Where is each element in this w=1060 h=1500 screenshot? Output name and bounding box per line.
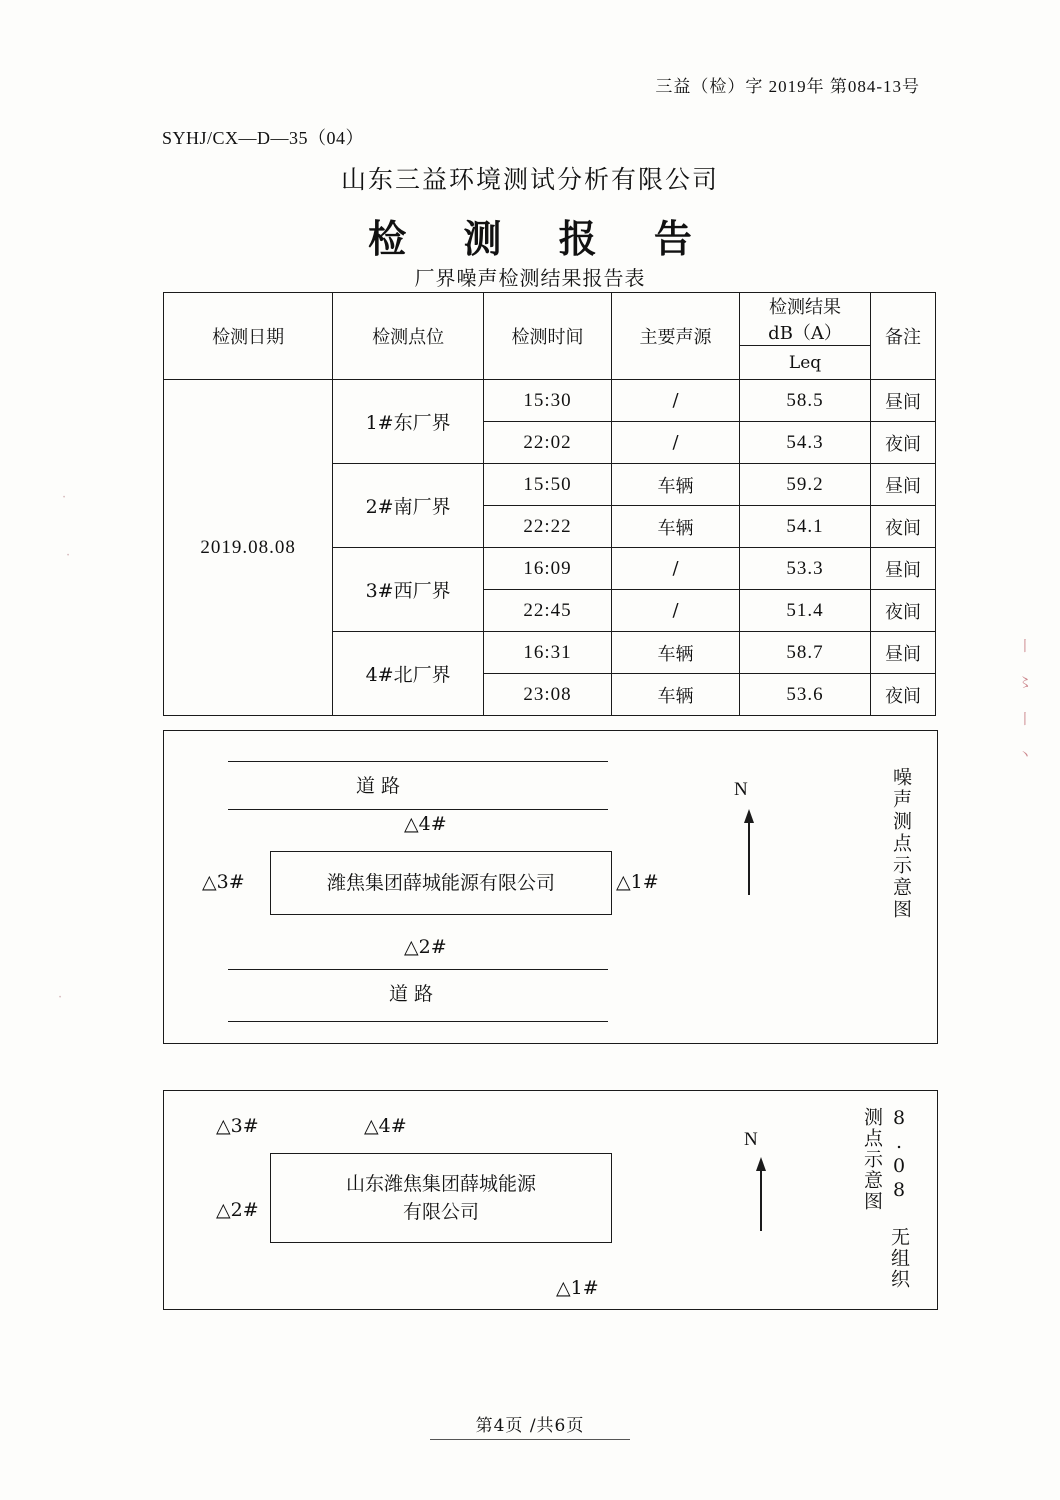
noise-result-table xyxy=(163,292,936,716)
column-header-time: 检测时间 xyxy=(484,293,612,380)
column-header-point: 检测点位 xyxy=(333,293,484,380)
point-3-label: △3# xyxy=(202,871,245,893)
cell-remark: 夜间 xyxy=(871,422,936,464)
company-name: 山东三益环境测试分析有限公司 xyxy=(340,165,719,194)
cell-point: 3#西厂界 xyxy=(333,548,484,632)
noise-point-diagram xyxy=(163,730,938,1044)
column-header-result-line2: dB（A） xyxy=(768,323,842,344)
cell-source: 车辆 xyxy=(612,632,740,674)
column-header-leq: Leq xyxy=(740,346,871,380)
cell-remark: 昼间 xyxy=(871,464,936,506)
cell-time: 22:22 xyxy=(484,506,612,548)
cell-date: 2019.08.08 xyxy=(164,380,333,716)
column-header-remark: 备注 xyxy=(871,293,936,380)
plant-box xyxy=(270,1153,612,1243)
cell-leq: 58.7 xyxy=(740,632,871,674)
cell-time: 16:09 xyxy=(484,548,612,590)
form-code: SYHJ/CX—D—35（04） xyxy=(162,128,365,148)
cell-leq: 53.6 xyxy=(740,674,871,716)
cell-source: 车辆 xyxy=(612,674,740,716)
cell-point: 2#南厂界 xyxy=(333,464,484,548)
page-title: 检 测 报 告 xyxy=(368,216,714,261)
cell-time: 22:02 xyxy=(484,422,612,464)
cell-source: / xyxy=(612,548,740,590)
diagram-caption: 噪声测点示意图 xyxy=(890,767,912,921)
cell-source: 车辆 xyxy=(612,506,740,548)
north-label: N xyxy=(744,1129,758,1150)
cell-remark: 昼间 xyxy=(871,632,936,674)
column-header-source: 主要声源 xyxy=(612,293,740,380)
table-row xyxy=(164,380,936,422)
plant-name-line1: 山东潍焦集团薛城能源 xyxy=(345,1172,536,1195)
road-top-line-2 xyxy=(228,809,608,810)
point-4-label: △4# xyxy=(404,813,447,835)
cell-remark: 夜间 xyxy=(871,590,936,632)
cell-time: 23:08 xyxy=(484,674,612,716)
road-bottom-label: 道 路 xyxy=(389,983,434,1005)
point-2-label: △2# xyxy=(404,936,447,958)
point-3-label: △3# xyxy=(216,1115,259,1137)
cell-time: 22:45 xyxy=(484,590,612,632)
cell-time: 15:50 xyxy=(484,464,612,506)
unorganized-point-diagram xyxy=(163,1090,938,1310)
cell-leq: 51.4 xyxy=(740,590,871,632)
stamp-artifact: 丨 〻 丨 丶 xyxy=(1018,640,1032,765)
table-header-row xyxy=(164,293,936,346)
footer-divider xyxy=(430,1439,630,1440)
column-header-result-line1: 检测结果 xyxy=(769,297,842,318)
cell-remark: 夜间 xyxy=(871,506,936,548)
plant-box xyxy=(270,851,612,915)
scan-artifact: · xyxy=(66,548,71,563)
plant-name: 潍焦集团薛城能源有限公司 xyxy=(326,871,555,894)
page-number: 第4页 /共6页 xyxy=(475,1416,585,1436)
diagram-caption: 8.08 无组织测点示意图 xyxy=(861,1107,910,1290)
plant-name-line2: 有限公司 xyxy=(402,1201,479,1223)
cell-source: / xyxy=(612,380,740,422)
cell-source: / xyxy=(612,422,740,464)
road-top-line xyxy=(228,761,608,762)
report-subtitle: 厂界噪声检测结果报告表 xyxy=(414,266,646,290)
road-bottom-line-2 xyxy=(228,1021,608,1022)
point-2-label: △2# xyxy=(216,1199,259,1221)
north-label: N xyxy=(734,779,748,800)
scan-artifact: · xyxy=(62,490,67,505)
cell-leq: 54.1 xyxy=(740,506,871,548)
cell-point: 4#北厂界 xyxy=(333,632,484,716)
road-top-label: 道 路 xyxy=(356,775,401,797)
point-4-label: △4# xyxy=(364,1115,407,1137)
cell-leq: 54.3 xyxy=(740,422,871,464)
column-header-result xyxy=(740,293,871,346)
cell-remark: 昼间 xyxy=(871,380,936,422)
point-1-label: △1# xyxy=(616,871,659,893)
cell-time: 16:31 xyxy=(484,632,612,674)
cell-source: 车辆 xyxy=(612,464,740,506)
cell-source: / xyxy=(612,590,740,632)
cell-time: 15:30 xyxy=(484,380,612,422)
cell-leq: 59.2 xyxy=(740,464,871,506)
document-number: 三益（检）字 2019年 第084-13号 xyxy=(655,77,920,96)
cell-point: 1#东厂界 xyxy=(333,380,484,464)
cell-leq: 53.3 xyxy=(740,548,871,590)
scan-artifact: · xyxy=(58,990,63,1005)
road-bottom-line xyxy=(228,969,608,970)
cell-leq: 58.5 xyxy=(740,380,871,422)
cell-remark: 夜间 xyxy=(871,674,936,716)
cell-remark: 昼间 xyxy=(871,548,936,590)
column-header-date: 检测日期 xyxy=(164,293,333,380)
point-1-label: △1# xyxy=(556,1277,599,1299)
